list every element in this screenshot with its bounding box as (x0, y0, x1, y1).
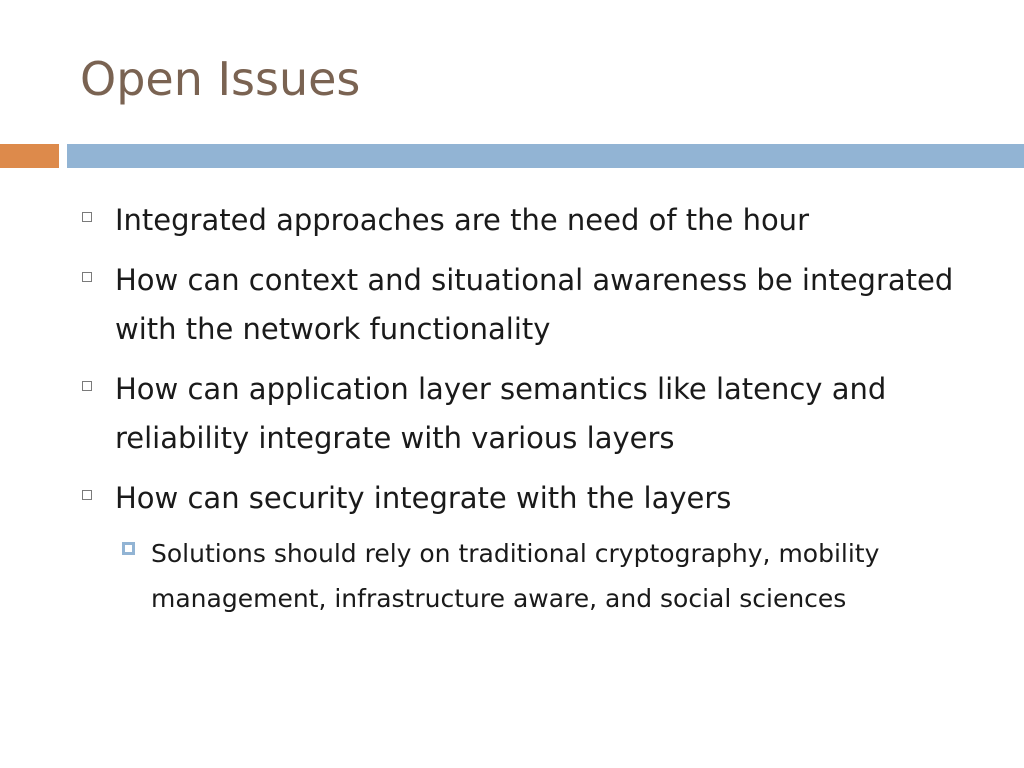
hollow-square-bullet-icon (82, 212, 92, 222)
sub-bullet-text: Solutions should rely on traditional cryptography, mobility management, infrastructure aware, and social sciences (151, 539, 880, 613)
bullet-text: How can context and situational awareness be integrated with the network functionality (115, 263, 954, 346)
bullet-text: How can security integrate with the layers (115, 481, 732, 515)
filled-square-bullet-icon (122, 542, 135, 555)
slide-title: Open Issues (80, 52, 361, 106)
hollow-square-bullet-icon (82, 272, 92, 282)
bullet-text: Integrated approaches are the need of the hour (115, 203, 809, 237)
hollow-square-bullet-icon (82, 381, 92, 391)
hollow-square-bullet-icon (82, 490, 92, 500)
bullet-text: How can application layer semantics like latency and reliability integrate with various layers (115, 372, 887, 455)
